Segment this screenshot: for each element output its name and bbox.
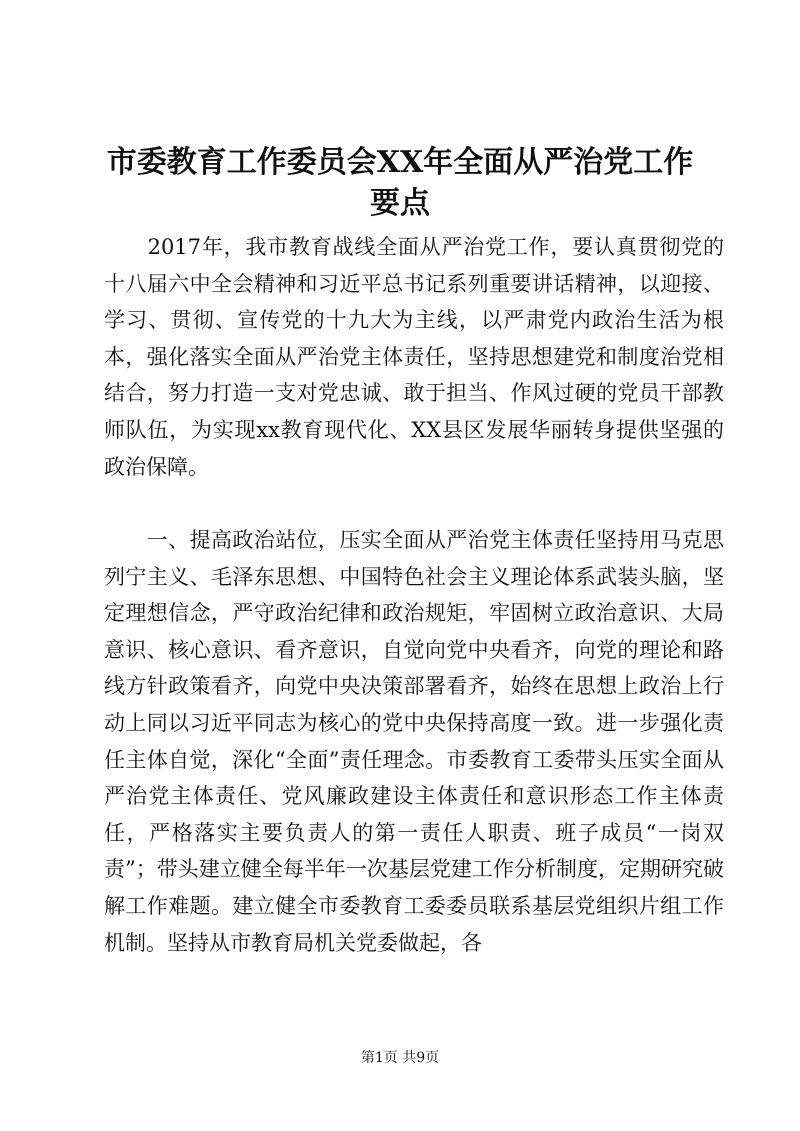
page-number: 第1页 共9页 (360, 1050, 440, 1066)
paragraph-section-one: 一、提高政治站位，压实全面从严治党主体责任坚持用马克思列宁主义、毛泽东思想、中国特色社会主义理论体系武装头脑，坚定理想信念，严守政治纪律和政治规矩，牢固树立政治意识、大局意识、核心意识、看齐意识，自觉向党中央看齐，向党的理论和路线方针政策看齐，向党中央决策部署看齐，始终在思想上政治上行动上同以习近平同志为核心的党中央保持高度一致。进一步强化责任主体自觉，深化“全面”责任理念。市委教育工委带头压实全面从严治党主体责任、党风廉政建设主体责任和意识形态工作主体责任，严格落实主要负责人的第一责任人职责、班子成员“一岗双责”；带头建立健全每半年一次基层党建工作分析制度，定期研究破解工作难题。建立健全市委教育工委委员联系基层党组织片组工作机制。坚持从市教育局机关党委做起，各 (104, 528, 724, 955)
document-title-line-2: 要点 (370, 186, 430, 221)
document-title-line-1: 市委教育工作委员会XX年全面从严治党工作 (106, 145, 694, 180)
paragraph-intro: 2017年，我市教育战线全面从严治党工作，要认真贯彻党的十八届六中全会精神和习近平总书记系列重要讲话精神，以迎接、学习、贯彻、宣传党的十九大为主线，以严肃党内政治生活为根本，强化落实全面从严治党主体责任，坚持思想建党和制度治党相结合，努力打造一支对党忠诚、敢于担当、作风过硬的党员干部教师队伍，为实现xx教育现代化、XX县区发展华丽转身提供坚强的政治保障。 (104, 235, 724, 479)
